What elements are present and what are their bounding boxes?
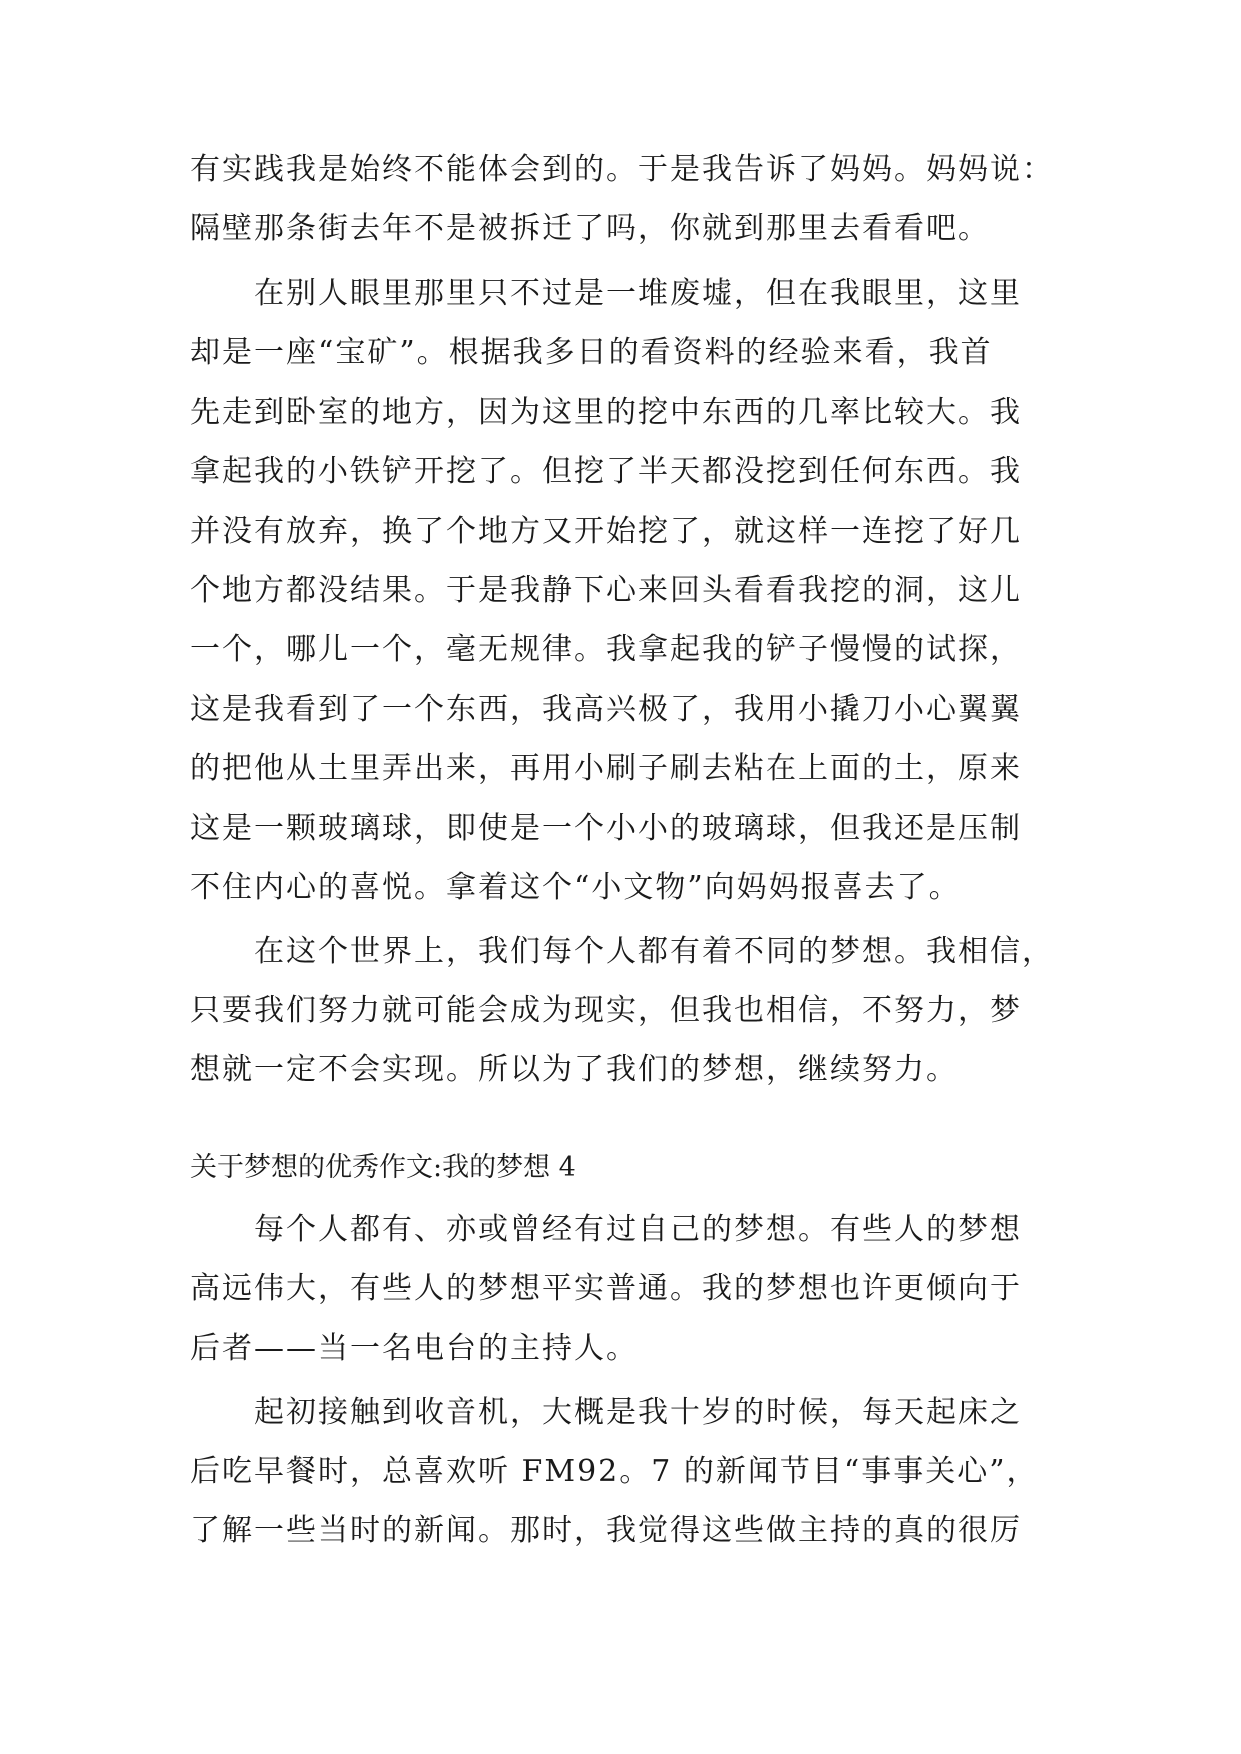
text-line: 个地方都没结果。于是我静下心来回头看看我挖的洞，这儿 <box>190 573 1022 608</box>
text-line: 不住内心的喜悦。拿着这个“小文物”向妈妈报喜去了。 <box>190 870 961 905</box>
text-line: 先走到卧室的地方，因为这里的挖中东西的几率比较大。我 <box>190 395 1022 430</box>
paragraph-first-line: 起初接触到收音机，大概是我十岁的时候，每天起床之 <box>254 1395 1022 1430</box>
paragraph-first-line: 在别人眼里那里只不过是一堆废墟，但在我眼里，这里 <box>254 276 1022 311</box>
section-heading: 关于梦想的优秀作文:我的梦想 4 <box>190 1152 576 1183</box>
text-line: 高远伟大，有些人的梦想平实普通。我的梦想也许更倾向于 <box>190 1271 1022 1306</box>
text-line: 拿起我的小铁铲开挖了。但挖了半天都没挖到任何东西。我 <box>190 454 1022 489</box>
text-line: 想就一定不会实现。所以为了我们的梦想，继续努力。 <box>190 1052 958 1087</box>
text-line: 后者——当一名电台的主持人。 <box>190 1331 638 1366</box>
text-line: 隔壁那条街去年不是被拆迁了吗，你就到那里去看看吧。 <box>190 211 990 246</box>
text-line: 只要我们努力就可能会成为现实，但我也相信，不努力，梦 <box>190 993 1022 1028</box>
text-line: 有实践我是始终不能体会到的。于是我告诉了妈妈。妈妈说： <box>190 152 1054 187</box>
paragraph-first-line: 在这个世界上，我们每个人都有着不同的梦想。我相信， <box>254 934 1054 969</box>
paragraph-first-line: 每个人都有、亦或曾经有过自己的梦想。有些人的梦想 <box>254 1212 1022 1247</box>
text-line: 的把他从土里弄出来，再用小刷子刷去粘在上面的土，原来 <box>190 751 1022 786</box>
text-line: 这是我看到了一个东西，我高兴极了，我用小撬刀小心翼翼 <box>190 692 1022 727</box>
text-line: 这是一颗玻璃球，即使是一个小小的玻璃球，但我还是压制 <box>190 811 1022 846</box>
text-line: 却是一座“宝矿”。根据我多日的看资料的经验来看，我首 <box>190 335 993 370</box>
text-line: 后吃早餐时，总喜欢听 FM92。7 的新闻节目“事事关心”， <box>190 1454 1039 1489</box>
text-line: 并没有放弃，换了个地方又开始挖了，就这样一连挖了好几 <box>190 514 1022 549</box>
text-line: 了解一些当时的新闻。那时，我觉得这些做主持的真的很厉 <box>190 1513 1022 1548</box>
text-line: 一个，哪儿一个，毫无规律。我拿起我的铲子慢慢的试探， <box>190 632 1022 667</box>
